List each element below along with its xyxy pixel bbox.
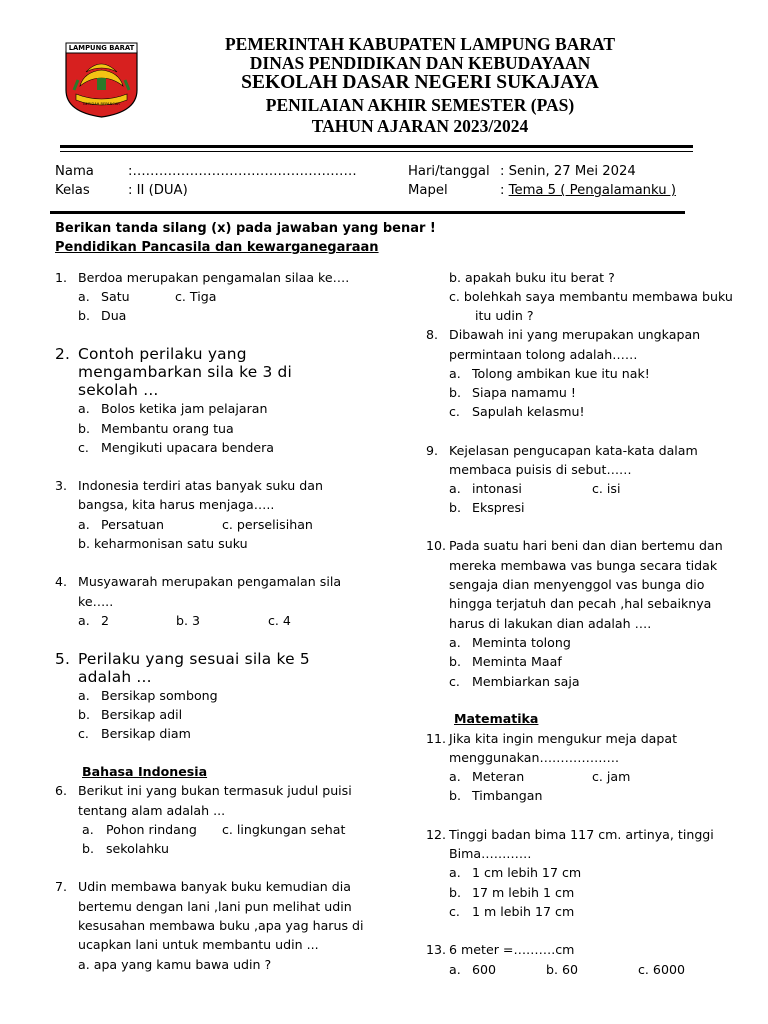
question-text: Kejelasan pengucapan kata-kata dalam — [449, 443, 698, 458]
question-text: ke….. — [78, 594, 114, 609]
option-b: b. 60 — [546, 962, 579, 977]
option-c: c. 6000 — [638, 962, 685, 977]
instruction: Berikan tanda silang (x) pada jawaban yang benar ! — [55, 221, 436, 236]
option-label: c. — [449, 674, 460, 689]
option-a: Meteran — [472, 769, 525, 784]
option-a: intonasi — [472, 481, 522, 496]
option-a: a. apa yang kamu bawa udin ? — [78, 957, 272, 972]
question-number: 10. — [426, 538, 447, 553]
option-label: a. — [449, 481, 461, 496]
option-label: a. — [449, 635, 461, 650]
question-number: 13. — [426, 942, 447, 957]
option-a: Satu — [101, 289, 130, 304]
option-label: b. — [82, 841, 94, 856]
lampung-barat-logo — [64, 42, 139, 118]
option-label: c. — [78, 440, 89, 455]
question-text: menggunakan………………. — [449, 750, 620, 765]
option-b: Dua — [101, 308, 127, 323]
question-text: Tinggi badan bima 117 cm. artinya, tinggi — [449, 827, 714, 842]
question-number: 8. — [426, 327, 439, 342]
question-number: 9. — [426, 443, 439, 458]
question-text: hingga terjatuh dan pecah ,hal sebaiknya — [449, 596, 712, 611]
option-b: Membantu orang tua — [101, 421, 234, 436]
question-number: 6. — [55, 783, 68, 798]
option-label: a. — [78, 289, 90, 304]
question-text: kesusahan membawa buku ,apa yag harus di — [78, 918, 364, 933]
question-text: Musyawarah merupakan pengamalan sila — [78, 574, 342, 589]
option-c: c. isi — [592, 481, 621, 496]
option-b: 17 m lebih 1 cm — [472, 885, 575, 900]
option-c: Mengikuti upacara bendera — [101, 440, 275, 455]
option-b: Siapa namamu ! — [472, 385, 576, 400]
question-text: 6 meter =……….cm — [449, 942, 575, 957]
question-text: Indonesia terdiri atas banyak suku dan — [78, 478, 323, 493]
option-label: a. — [78, 401, 90, 416]
question-text: Berikut ini yang bukan termasuk judul puisi — [78, 783, 352, 798]
info-rule — [50, 211, 685, 214]
option-c: Sapulah kelasmu! — [472, 404, 585, 419]
option-label: b. — [449, 885, 461, 900]
option-b: Bersikap adil — [101, 707, 183, 722]
question-number: 5. — [55, 650, 71, 668]
option-b: Meminta Maaf — [472, 654, 562, 669]
option-a: Pohon rindang — [106, 822, 197, 837]
option-b: Ekspresi — [472, 500, 525, 515]
hari-value: : Senin, 27 Mei 2024 — [500, 164, 636, 179]
section-matematika: Matematika — [454, 711, 539, 726]
mapel-value: : Tema 5 ( Pengalamanku ) — [500, 183, 676, 198]
question-text: Bima………… — [449, 846, 532, 861]
question-text: mengambarkan sila ke 3 di — [78, 363, 293, 381]
option-a: Tolong ambikan kue itu nak! — [472, 366, 650, 381]
question-text: harus di lakukan dian adalah …. — [449, 616, 652, 631]
logo-motto: BERIDAH BEPANCAR — [83, 102, 120, 106]
question-text: Udin membawa banyak buku kemudian dia — [78, 879, 351, 894]
question-text: mereka membawa vas bunga secara tidak — [449, 558, 718, 573]
question-text: Pada suatu hari beni dan dian bertemu dan — [449, 538, 723, 553]
option-b: b. apakah buku itu berat ? — [449, 270, 615, 285]
option-a: 600 — [472, 962, 497, 977]
option-label: b. — [78, 421, 90, 436]
option-label: c. — [449, 904, 460, 919]
header-line-4: PENILAIAN AKHIR SEMESTER (PAS) — [265, 95, 575, 115]
question-number: 7. — [55, 879, 68, 894]
option-label: c. — [449, 404, 460, 419]
option-c: 1 m lebih 17 cm — [472, 904, 575, 919]
option-label: c. — [78, 726, 89, 741]
option-a: Persatuan — [101, 517, 164, 532]
option-c: Bersikap diam — [101, 726, 191, 741]
question-number: 4. — [55, 574, 68, 589]
option-label: b. — [449, 500, 461, 515]
question-number: 3. — [55, 478, 68, 493]
section-bindo: Bahasa Indonesia — [82, 764, 208, 779]
option-c: c. bolehkah saya membantu membawa buku — [449, 289, 733, 304]
option-c: c. lingkungan sehat — [222, 822, 346, 837]
question-text: Dibawah ini yang merupakan ungkapan — [449, 327, 701, 342]
question-text: ucapkan lani untuk membantu udin ... — [78, 937, 319, 952]
option-label: a. — [82, 822, 94, 837]
mapel-label: Mapel — [408, 183, 448, 198]
option-a: 1 cm lebih 17 cm — [472, 865, 582, 880]
option-label: a. — [78, 517, 90, 532]
option-label: b. — [78, 707, 90, 722]
option-label: a. — [78, 688, 90, 703]
option-b: sekolahku — [106, 841, 169, 856]
question-text: membaca puisis di sebut…… — [449, 462, 632, 477]
option-c: c. perselisihan — [222, 517, 313, 532]
option-label: a. — [78, 613, 90, 628]
question-text: Jika kita ingin mengukur meja dapat — [449, 731, 678, 746]
option-c: Membiarkan saja — [472, 674, 580, 689]
question-text: Berdoa merupakan pengamalan silaa ke…. — [78, 270, 350, 285]
hari-label: Hari/tanggal — [408, 164, 490, 179]
question-text: adalah ... — [78, 668, 152, 686]
option-label: a. — [449, 366, 461, 381]
question-text: bangsa, kita harus menjaga….. — [78, 497, 275, 512]
header-line-2: DINAS PENDIDIKAN DAN KEBUDAYAAN — [249, 53, 591, 73]
option-label: a. — [449, 962, 461, 977]
option-label: a. — [449, 865, 461, 880]
question-text: sengaja dian menyenggol vas bunga dio — [449, 577, 705, 592]
option-c: c. 4 — [268, 613, 291, 628]
option-a: Bolos ketika jam pelajaran — [101, 401, 268, 416]
question-number: 12. — [426, 827, 447, 842]
kelas-label: Kelas — [55, 183, 90, 198]
option-b: Timbangan — [472, 788, 543, 803]
nama-label: Nama — [55, 164, 94, 179]
option-label: b. — [449, 654, 461, 669]
question-number: 1. — [55, 270, 68, 285]
option-c: c. Tiga — [175, 289, 217, 304]
header-line-1: PEMERINTAH KABUPATEN LAMPUNG BARAT — [224, 34, 616, 54]
option-label: b. — [449, 385, 461, 400]
option-label: b. — [78, 308, 90, 323]
option-a: Meminta tolong — [472, 635, 571, 650]
option-label: a. — [449, 769, 461, 784]
question-number: 11. — [426, 731, 447, 746]
header-line-3: SEKOLAH DASAR NEGERI SUKAJAYA — [241, 72, 599, 93]
section-ppkn: Pendidikan Pancasila dan kewarganegaraan — [55, 240, 379, 255]
kelas-value: : II (DUA) — [128, 183, 188, 198]
question-text: Perilaku yang sesuai sila ke 5 — [78, 650, 310, 668]
option-b: b. 3 — [176, 613, 201, 628]
option-a: Bersikap sombong — [101, 688, 218, 703]
question-text: permintaan tolong adalah…… — [449, 347, 638, 362]
question-text: sekolah ... — [78, 381, 159, 399]
option-label: b. — [449, 788, 461, 803]
option-b: b. keharmonisan satu suku — [78, 536, 248, 551]
nama-field: :…………………………………………… — [128, 164, 357, 179]
logo-label: LAMPUNG BARAT — [68, 44, 135, 52]
question-text: tentang alam adalah ... — [78, 803, 226, 818]
option-a: 2 — [101, 613, 110, 628]
question-number: 2. — [55, 345, 71, 363]
header-line-5: TAHUN AJARAN 2023/2024 — [311, 116, 529, 136]
header-rule-thick — [60, 145, 693, 148]
option-c-continued: itu udin ? — [475, 308, 534, 323]
option-c: c. jam — [592, 769, 631, 784]
header-rule-thin — [60, 151, 693, 152]
question-text: Contoh perilaku yang — [78, 345, 247, 363]
question-text: bertemu dengan lani ,lani pun melihat udin — [78, 899, 352, 914]
